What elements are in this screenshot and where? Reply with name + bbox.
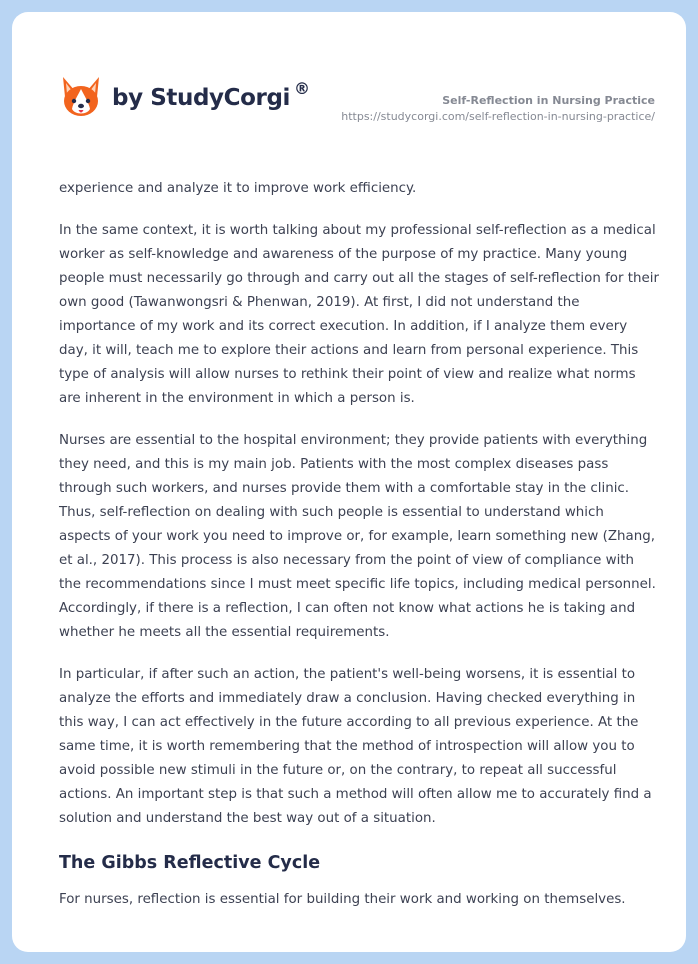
essay-body [59,177,659,930]
document-meta [341,93,655,126]
paragraph: experience and analyze it to improve work efficiency. [59,181,417,196]
page-header [12,12,686,152]
studycorgi-logo[interactable] [60,75,310,121]
registered-mark: ® [294,78,311,98]
brand-name: by StudyCorgi [112,85,291,111]
paragraph: For nurses, reflection is essential for building their work and working on themselves. [59,892,626,907]
document-card [12,12,686,952]
corgi-logo-icon [60,75,102,121]
document-title: Self-Reflection in Nursing Practice [442,94,655,107]
paragraph: In the same context, it is worth talking about my professional self-reflection as a medical worker as self-knowledge and awareness of the purpose of my practice. Many young people must necessarily go through and carry out all the stages of self-reflection for their own good (Tawanwongsri & Phenwan, 2019). At first, I did not understand the importance of my work and its correct execution. In addition, if I analyze them every day, it will, teach me to explore their actions and learn from personal experience. This type of analysis will allow nurses to rethink their point of view and realize what norms are inherent in the environment in which a person is. [59,223,659,406]
document-url[interactable]: https://studycorgi.com/self-reflection-in-nursing-practice/ [341,110,655,123]
paragraph: Nurses are essential to the hospital environment; they provide patients with everything they need, and this is my main job. Patients with the most complex diseases pass through such workers, and nurses provide them with a comfortable stay in the clinic. Thus, self-reflection on dealing with such people is essential to understand which aspects of your work you need to improve or, for example, learn something new (Zhang, et al., 2017). This process is also necessary from the point of view of compliance with the recommendations since I must meet specific life topics, including medical personnel. Accordingly, if there is a reflection, I can often not know what actions he is taking and whether he meets all the essential requirements. [59,433,656,640]
paragraph: In particular, if after such an action, the patient's well-being worsens, it is essential to analyze the efforts and immediately draw a conclusion. Having checked everything in this way, I can act effectively in the future according to all previous experience. At the same time, it is worth remembering that the method of introspection will allow you to avoid possible new stimuli in the future or, on the contrary, to repeat all successful actions. An important step is that such a method will often allow me to accurately find a solution and understand the best way out of a situation. [59,667,652,826]
section-heading: The Gibbs Reflective Cycle [59,853,321,873]
